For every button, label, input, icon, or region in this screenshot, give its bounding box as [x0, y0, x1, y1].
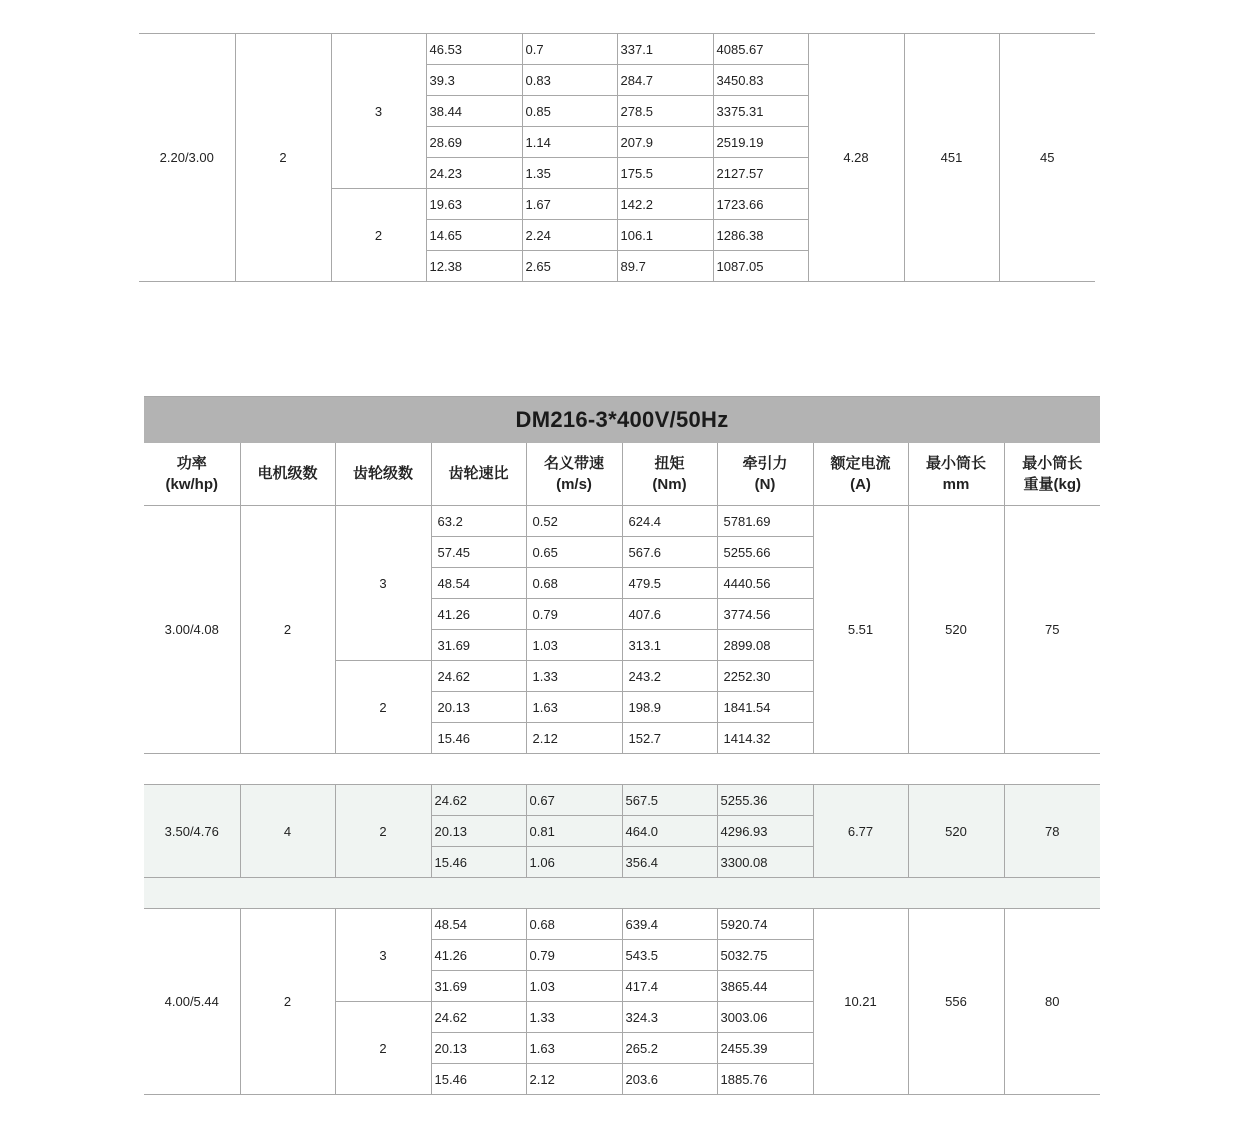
traction-cell: 5255.36	[717, 785, 813, 816]
traction-cell: 4085.67	[713, 34, 808, 65]
traction-cell: 5032.75	[717, 940, 813, 971]
traction-cell: 5781.69	[717, 506, 813, 537]
gear-ratio-cell: 41.26	[431, 940, 526, 971]
traction-cell: 2899.08	[717, 630, 813, 661]
min-length-cell: 520	[908, 785, 1004, 878]
gear-ratio-cell: 20.13	[431, 816, 526, 847]
gear-stages-cell: 3	[335, 506, 431, 661]
header-weight: 最小筒长 重量(kg)	[1022, 454, 1083, 493]
weight-cell: 78	[1004, 785, 1100, 878]
torque-cell: 142.2	[617, 189, 713, 220]
gear-ratio-cell: 15.46	[431, 723, 526, 754]
torque-cell: 324.3	[622, 1002, 717, 1033]
traction-cell: 1841.54	[717, 692, 813, 723]
gear-ratio-cell: 57.45	[431, 537, 526, 568]
header-torque: 扭矩 (Nm)	[622, 443, 717, 506]
gear-ratio-cell: 20.13	[431, 692, 526, 723]
traction-cell: 1087.05	[713, 251, 808, 282]
table-row	[139, 34, 1095, 65]
gear-ratio-cell: 39.3	[426, 65, 522, 96]
speed-cell: 0.7	[522, 34, 617, 65]
gear-ratio-cell: 24.62	[431, 785, 526, 816]
speed-cell: 0.68	[526, 909, 622, 940]
torque-cell: 203.6	[622, 1064, 717, 1095]
header-current: 额定电流 (A)	[813, 443, 908, 506]
speed-cell: 0.79	[526, 940, 622, 971]
gear-ratio-cell: 24.62	[431, 661, 526, 692]
table-spacer-row	[144, 878, 1100, 909]
torque-cell: 337.1	[617, 34, 713, 65]
gear-ratio-cell: 31.69	[431, 971, 526, 1002]
torque-cell: 284.7	[617, 65, 713, 96]
weight-cell: 80	[1004, 909, 1100, 1095]
power-cell: 3.50/4.76	[144, 785, 240, 878]
speed-cell: 1.67	[522, 189, 617, 220]
gear-stages-cell: 2	[335, 661, 431, 754]
torque-cell: 639.4	[622, 909, 717, 940]
weight-cell: 75	[1004, 506, 1100, 754]
power-cell: 2.20/3.00	[139, 34, 235, 282]
torque-cell: 243.2	[622, 661, 717, 692]
motor-poles-cell: 4	[240, 785, 335, 878]
torque-cell: 313.1	[622, 630, 717, 661]
gear-ratio-cell: 28.69	[426, 127, 522, 158]
traction-cell: 3375.31	[713, 96, 808, 127]
table-title: DM216-3*400V/50Hz	[144, 397, 1100, 443]
header-power: 功率 (kw/hp)	[144, 443, 240, 506]
gear-ratio-cell: 41.26	[431, 599, 526, 630]
speed-cell: 1.35	[522, 158, 617, 189]
weight-cell: 45	[1040, 150, 1055, 165]
speed-cell: 1.03	[526, 971, 622, 1002]
current-cell: 5.51	[813, 506, 908, 754]
speed-cell: 0.68	[526, 568, 622, 599]
top-spec-table	[139, 33, 1095, 282]
speed-cell: 1.33	[526, 1002, 622, 1033]
traction-cell: 5920.74	[717, 909, 813, 940]
table-row	[144, 506, 1100, 537]
gear-ratio-cell: 48.54	[431, 909, 526, 940]
current-cell: 4.28	[808, 34, 904, 282]
table-row	[144, 909, 1100, 940]
min-length-cell: 556	[908, 909, 1004, 1095]
traction-cell: 3003.06	[717, 1002, 813, 1033]
min-length-cell: 520	[908, 506, 1004, 754]
gear-ratio-cell: 24.23	[426, 158, 522, 189]
traction-cell: 5255.66	[717, 537, 813, 568]
gear-ratio-cell: 12.38	[426, 251, 522, 282]
traction-cell: 1723.66	[713, 189, 808, 220]
gear-stages-cell: 2	[335, 785, 431, 878]
speed-cell: 1.33	[526, 661, 622, 692]
torque-cell: 198.9	[622, 692, 717, 723]
motor-poles-cell: 2	[240, 909, 335, 1095]
speed-cell: 0.67	[526, 785, 622, 816]
traction-cell: 3865.44	[717, 971, 813, 1002]
gear-ratio-cell: 63.2	[431, 506, 526, 537]
gear-ratio-cell: 31.69	[431, 630, 526, 661]
gear-ratio-cell: 15.46	[431, 1064, 526, 1095]
torque-cell: 278.5	[617, 96, 713, 127]
power-cell: 3.00/4.08	[144, 506, 240, 754]
header-gear-stages: 齿轮级数	[335, 443, 431, 506]
traction-cell: 2455.39	[717, 1033, 813, 1064]
torque-cell: 543.5	[622, 940, 717, 971]
power-cell: 4.00/5.44	[144, 909, 240, 1095]
torque-cell: 207.9	[617, 127, 713, 158]
torque-cell: 567.5	[622, 785, 717, 816]
table-title-row	[144, 397, 1100, 443]
traction-cell: 2127.57	[713, 158, 808, 189]
dm216-spec-table	[144, 396, 1100, 1095]
torque-cell: 407.6	[622, 599, 717, 630]
current-cell: 6.77	[813, 785, 908, 878]
traction-cell: 1286.38	[713, 220, 808, 251]
header-traction: 牵引力 (N)	[717, 443, 813, 506]
header-gear-ratio: 齿轮速比	[431, 443, 526, 506]
speed-cell: 1.63	[526, 1033, 622, 1064]
gear-ratio-cell: 24.62	[431, 1002, 526, 1033]
gear-stages-cell: 2	[335, 1002, 431, 1095]
torque-cell: 175.5	[617, 158, 713, 189]
gear-ratio-cell: 19.63	[426, 189, 522, 220]
torque-cell: 89.7	[617, 251, 713, 282]
speed-cell: 0.79	[526, 599, 622, 630]
traction-cell: 3774.56	[717, 599, 813, 630]
torque-cell: 106.1	[617, 220, 713, 251]
table-spacer-row	[144, 754, 1100, 785]
speed-cell: 1.63	[526, 692, 622, 723]
gear-stages-cell: 3	[335, 909, 431, 1002]
traction-cell: 3450.83	[713, 65, 808, 96]
speed-cell: 0.83	[522, 65, 617, 96]
torque-cell: 152.7	[622, 723, 717, 754]
gear-ratio-cell: 14.65	[426, 220, 522, 251]
traction-cell: 3300.08	[717, 847, 813, 878]
table-header-row	[144, 443, 1100, 506]
traction-cell: 4296.93	[717, 816, 813, 847]
speed-cell: 0.85	[522, 96, 617, 127]
speed-cell: 0.81	[526, 816, 622, 847]
speed-cell: 2.12	[526, 723, 622, 754]
traction-cell: 4440.56	[717, 568, 813, 599]
speed-cell: 2.65	[522, 251, 617, 282]
speed-cell: 1.06	[526, 847, 622, 878]
speed-cell: 0.52	[526, 506, 622, 537]
torque-cell: 567.6	[622, 537, 717, 568]
traction-cell: 1414.32	[717, 723, 813, 754]
min-length-cell: 451	[904, 34, 999, 282]
torque-cell: 464.0	[622, 816, 717, 847]
traction-cell: 2252.30	[717, 661, 813, 692]
speed-cell: 0.65	[526, 537, 622, 568]
torque-cell: 265.2	[622, 1033, 717, 1064]
speed-cell: 1.14	[522, 127, 617, 158]
torque-cell: 417.4	[622, 971, 717, 1002]
header-speed: 名义带速 (m/s)	[526, 443, 622, 506]
torque-cell: 624.4	[622, 506, 717, 537]
torque-cell: 479.5	[622, 568, 717, 599]
torque-cell: 356.4	[622, 847, 717, 878]
gear-ratio-cell: 46.53	[426, 34, 522, 65]
speed-cell: 2.12	[526, 1064, 622, 1095]
gear-ratio-cell: 38.44	[426, 96, 522, 127]
gear-stages-cell: 2	[331, 189, 426, 282]
traction-cell: 1885.76	[717, 1064, 813, 1095]
gear-ratio-cell: 48.54	[431, 568, 526, 599]
motor-poles-cell: 2	[235, 34, 331, 282]
gear-ratio-cell: 15.46	[431, 847, 526, 878]
header-min-length: 最小筒长 mm	[908, 443, 1004, 506]
speed-cell: 2.24	[522, 220, 617, 251]
current-cell: 10.21	[813, 909, 908, 1095]
traction-cell: 2519.19	[713, 127, 808, 158]
gear-ratio-cell: 20.13	[431, 1033, 526, 1064]
table-row	[144, 785, 1100, 816]
gear-stages-cell: 3	[331, 34, 426, 189]
speed-cell: 1.03	[526, 630, 622, 661]
header-motor-poles: 电机级数	[240, 443, 335, 506]
motor-poles-cell: 2	[240, 506, 335, 754]
